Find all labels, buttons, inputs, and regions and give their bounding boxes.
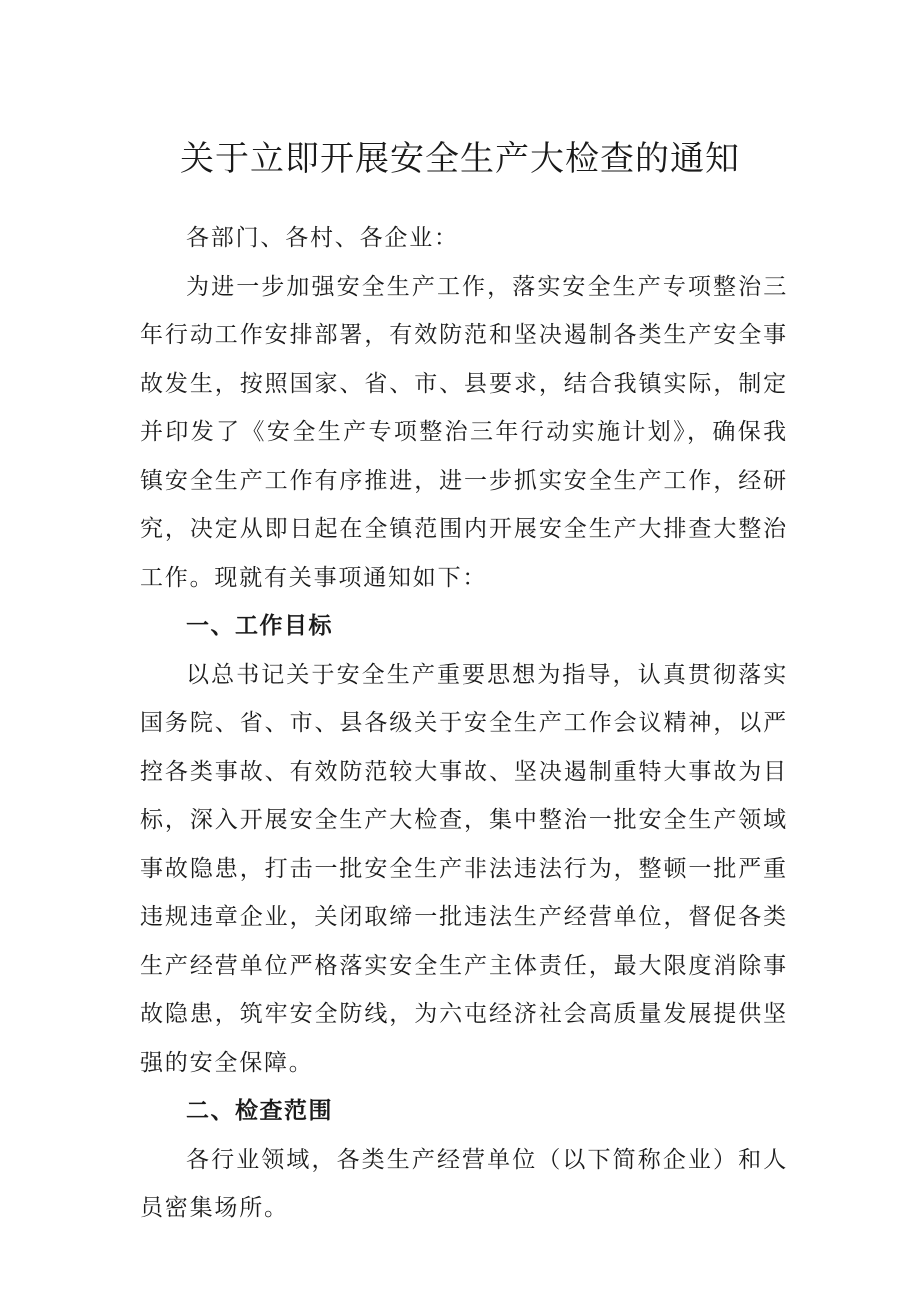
- section-body-inspection-scope: 各行业领域，各类生产经营单位（以下简称企业）和人员密集场所。: [140, 1146, 788, 1221]
- section-heading-inspection-scope: 二、检查范围: [186, 1098, 333, 1124]
- page-title: 关于立即开展安全生产大检查的通知: [180, 139, 740, 179]
- section-body-work-goal: 以总书记关于安全生产重要思想为指导，认真贯彻落实国务院、省、市、县各级关于安全生产工作会议精神，以严控各类事故、有效防范较大事故、坚决遏制重特大事故为目标，深入开展安全生产大检查，集中整治一批安全生产领域事故隐患，打击一批安全生产非法违法行为，整顿一批严重违规违章企业，关闭取缔一批违法生产经营单位，督促各类生产经营单位严格落实安全生产主体责任，最大限度消除事故隐患，筑牢安全防线，为六屯经济社会高质量发展提供坚强的安全保障。: [140, 661, 788, 1076]
- salutation: 各部门、各村、各企业：: [186, 225, 459, 251]
- document-body: [140, 214, 788, 1233]
- section-heading-work-goal: 一、工作目标: [186, 613, 333, 639]
- intro-paragraph: 为进一步加强安全生产工作，落实安全生产专项整治三年行动工作安排部署，有效防范和坚决遏制各类生产安全事故发生，按照国家、省、市、县要求，结合我镇实际，制定并印发了《安全生产专项整治三年行动实施计划》，确保我镇安全生产工作有序推进，进一步抓实安全生产工作，经研究，决定从即日起在全镇范围内开展安全生产大排查大整治工作。现就有关事项通知如下：: [140, 273, 788, 591]
